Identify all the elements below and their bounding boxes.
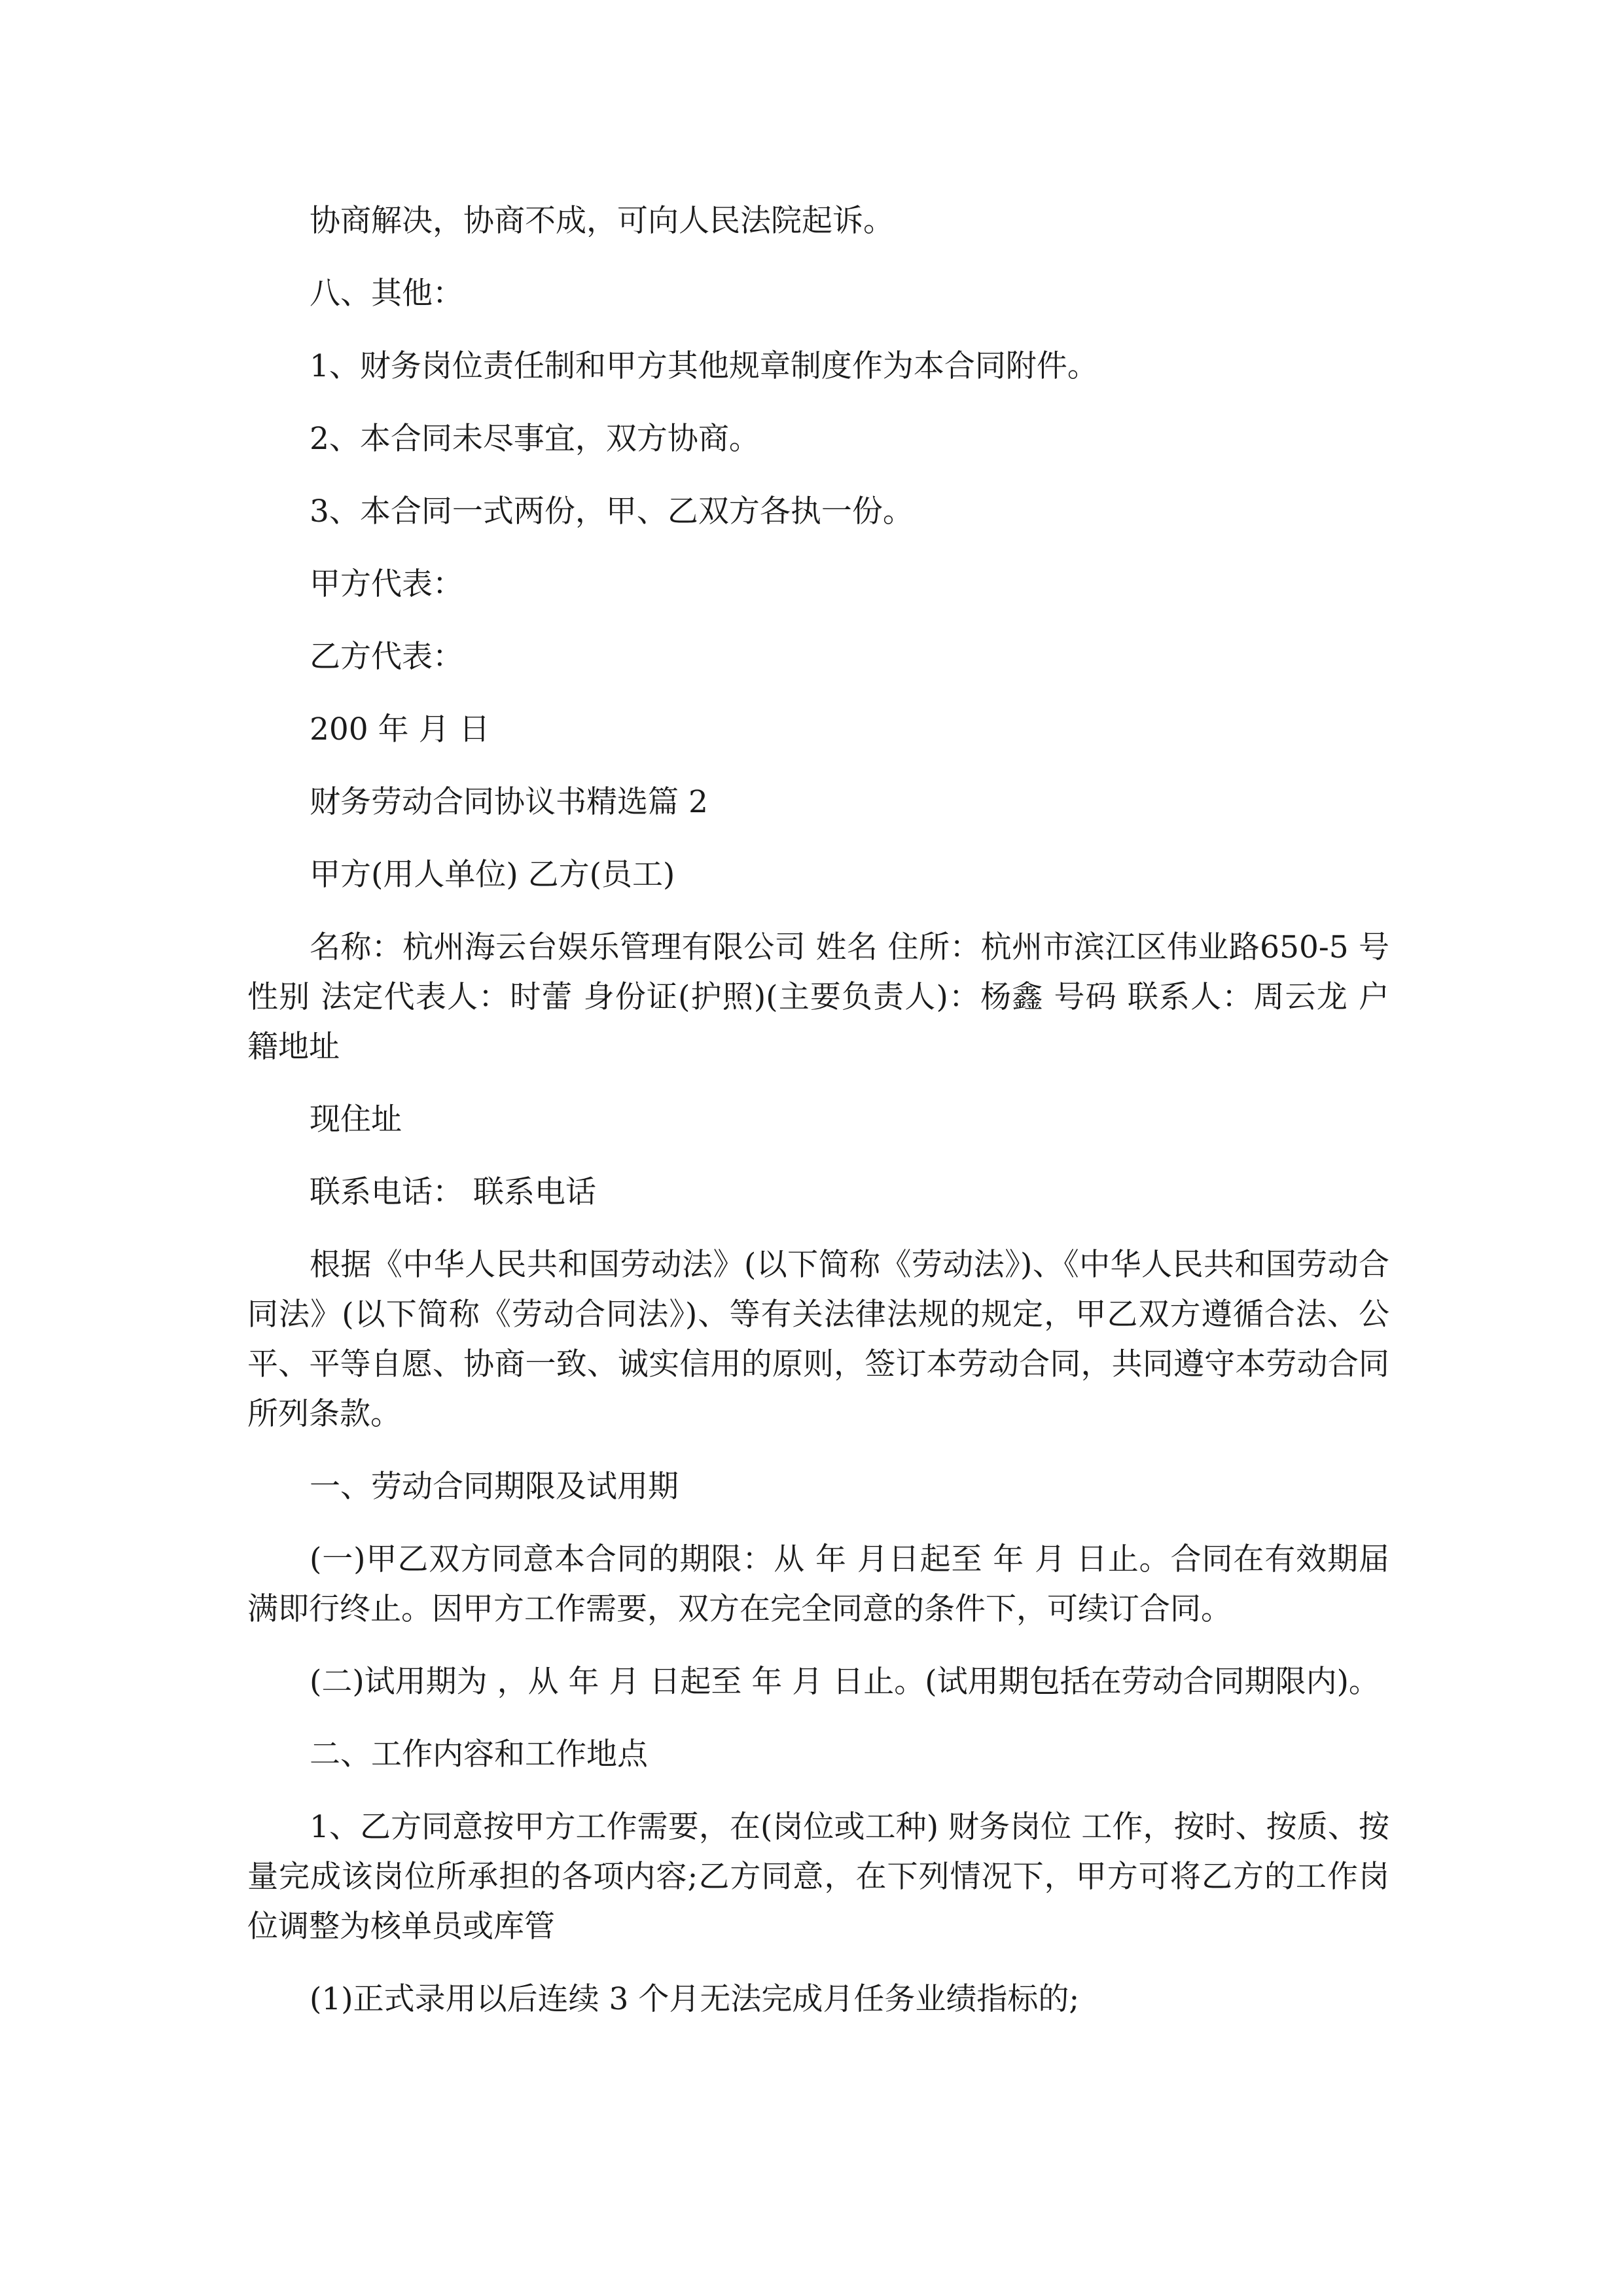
clause-term-1: (一)甲乙双方同意本合同的期限：从 年 月日起至 年 月 日止。合同在有效期届满即行终止。因甲方工作需要，双方在完全同意的条件下，可续订合同。: [247, 1541, 1389, 1627]
parties-header: 甲方(用人单位) 乙方(员工): [310, 857, 675, 893]
section-heading-term: 一、劳动合同期限及试用期: [310, 1469, 679, 1505]
clause-other-1: 1、财务岗位责任制和甲方其他规章制度作为本合同附件。: [310, 348, 1098, 384]
party-details: 名称：杭州海云台娱乐管理有限公司 姓名 住所：杭州市滨江区伟业路650-5 号 性别 法定代表人：时蕾 身份证(护照)(主要负责人)：杨鑫 号码 联系人：周云龙 户籍地址: [247, 929, 1389, 1065]
clause-other-3: 3、本合同一式两份，甲、乙双方各执一份。: [310, 493, 914, 529]
signing-date: 200 年 月 日: [310, 711, 490, 747]
section-heading-other: 八、其他：: [310, 276, 463, 312]
clause-work-1-item-1: (1)正式录用以后连续 3 个月无法完成月任务业绩指标的;: [310, 1981, 1080, 2017]
clause-work-1: 1、乙方同意按甲方工作需要，在(岗位或工种) 财务岗位 工作，按时、按质、按量完成该岗位所承担的各项内容;乙方同意，在下列情况下，甲方可将乙方的工作岗位调整为核单员或库管: [247, 1809, 1389, 1945]
section-heading-work: 二、工作内容和工作地点: [310, 1736, 648, 1772]
document-subtitle: 财务劳动合同协议书精选篇 2: [310, 784, 708, 820]
clause-term-2: (二)试用期为 ，从 年 月 日起至 年 月 日止。(试用期包括在劳动合同期限内)。: [310, 1664, 1380, 1700]
party-a-representative: 甲方代表：: [310, 566, 463, 602]
contract-preamble: 根据《中华人民共和国劳动法》(以下简称《劳动法》)、《中华人民共和国劳动合同法》(以下简称《劳动合同法》)、等有关法律法规的规定，甲乙双方遵循合法、公平、平等自愿、协商一致、诚实信用的原则，签订本劳动合同，共同遵守本劳动合同所列条款。: [247, 1247, 1389, 1432]
current-address: 现住址: [310, 1102, 402, 1138]
paragraph-dispute-resolution: 协商解决，协商不成，可向人民法院起诉。: [310, 203, 894, 239]
document-body: [247, 196, 1389, 2047]
clause-other-2: 2、本合同未尽事宜，双方协商。: [310, 421, 760, 457]
contact-phone: 联系电话： 联系电话: [310, 1174, 596, 1210]
party-b-representative: 乙方代表：: [310, 639, 463, 675]
